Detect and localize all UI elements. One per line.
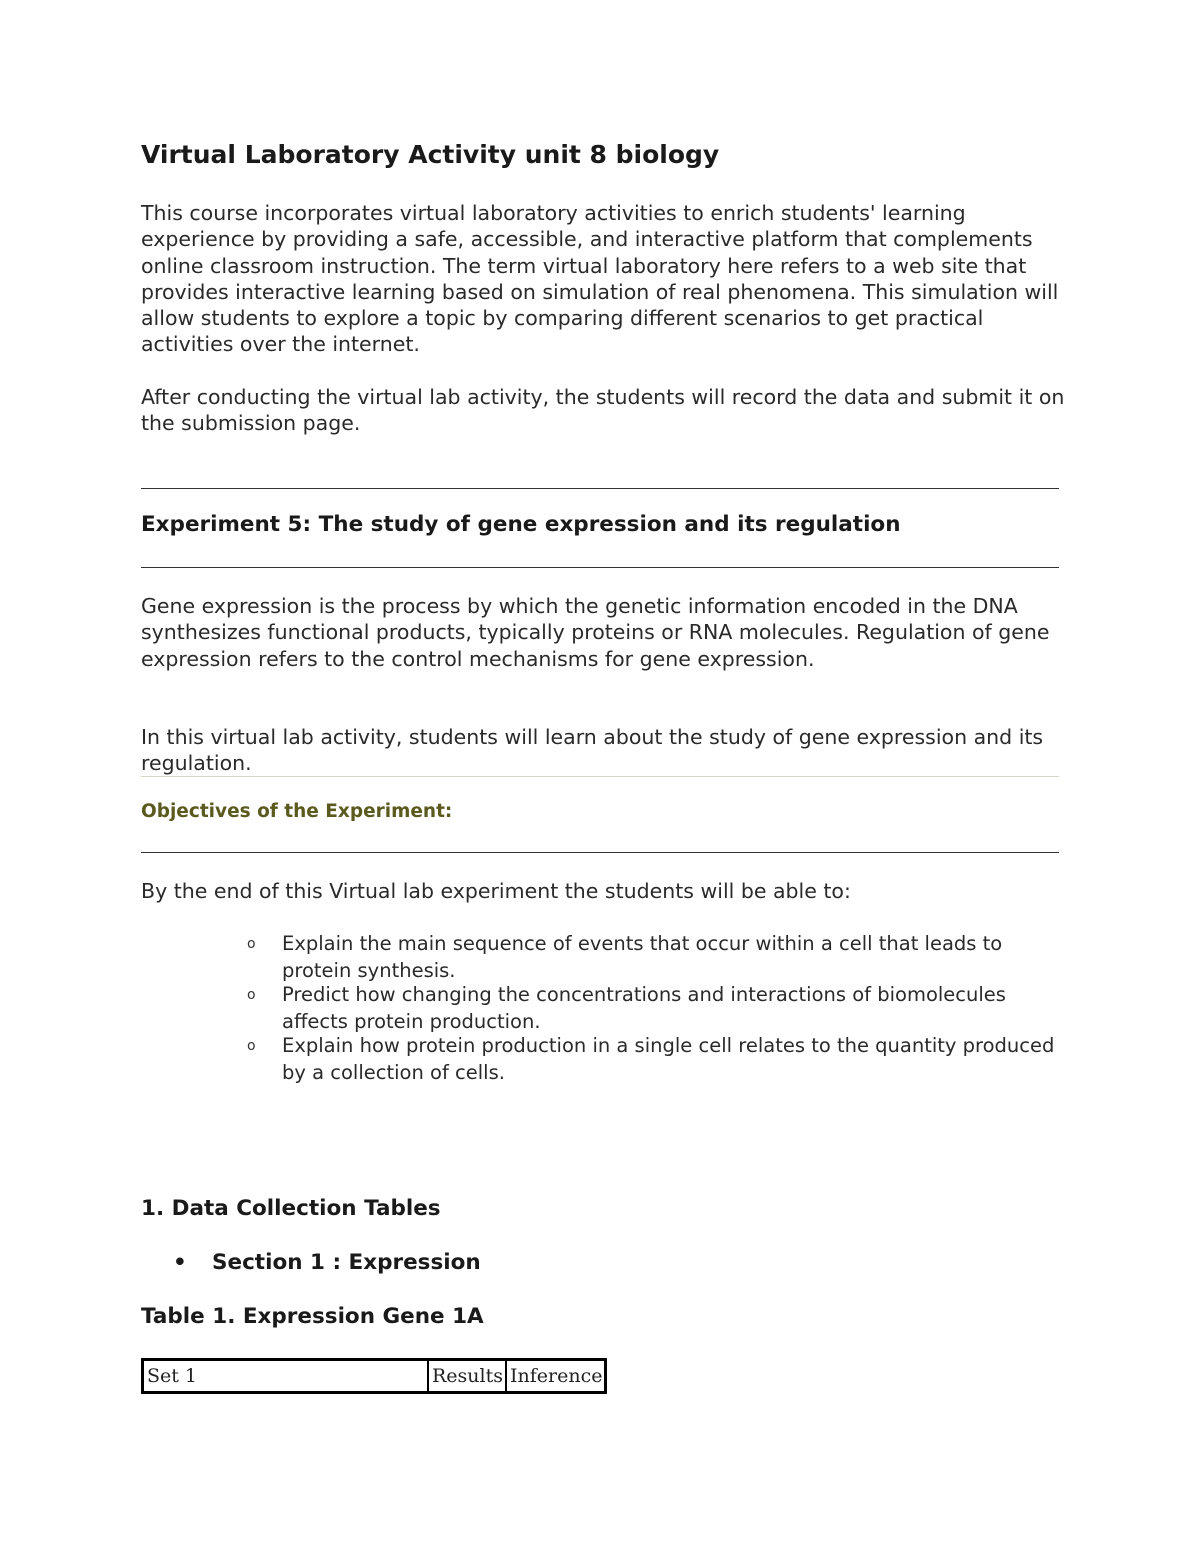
experiment-paragraph-1: Gene expression is the process by which the genetic information encoded in the DNA synthesizes functional products, typically proteins or RNA molecules. Regulation of gene expression refers to the control mechanisms for gene expression. bbox=[141, 594, 1050, 671]
table-header-row bbox=[143, 1360, 606, 1393]
objective-text: Predict how changing the concentrations and interactions of biomolecules affects protein production. bbox=[282, 983, 1006, 1033]
experiment-heading: Experiment 5: The study of gene expression and its regulation bbox=[141, 512, 901, 537]
table-caption: Table 1. Expression Gene 1A bbox=[141, 1304, 484, 1329]
divider-objectives bbox=[141, 852, 1059, 853]
objective-text: Explain how protein production in a single cell relates to the quantity produced by a collection of cells. bbox=[282, 1034, 1055, 1084]
circle-bullet-icon: o bbox=[247, 987, 256, 1003]
bullet-icon: • bbox=[173, 1250, 187, 1275]
divider-top bbox=[141, 488, 1059, 489]
divider-below-heading bbox=[141, 567, 1059, 568]
circle-bullet-icon: o bbox=[247, 936, 256, 952]
objective-text: Explain the main sequence of events that occur within a cell that leads to protein synthesis. bbox=[282, 932, 1003, 982]
divider-light bbox=[141, 776, 1059, 777]
objectives-intro: By the end of this Virtual lab experiment the students will be able to: bbox=[141, 879, 851, 903]
data-table bbox=[141, 1358, 607, 1394]
table-header-cell: Results bbox=[428, 1360, 506, 1393]
circle-bullet-icon: o bbox=[247, 1038, 256, 1054]
document-title: Virtual Laboratory Activity unit 8 biology bbox=[141, 140, 720, 169]
table-header-cell: Inference bbox=[506, 1360, 606, 1393]
experiment-paragraph-2: In this virtual lab activity, students will learn about the study of gene expression and its regulation. bbox=[141, 725, 1044, 776]
objectives-heading: Objectives of the Experiment: bbox=[141, 801, 453, 822]
section-label: Section 1 : Expression bbox=[212, 1250, 481, 1275]
table-header-cell: Set 1 bbox=[143, 1360, 429, 1393]
intro-paragraph-2: After conducting the virtual lab activity, the students will record the data and submit it on the submission page. bbox=[141, 385, 1065, 436]
data-collection-heading: 1. Data Collection Tables bbox=[141, 1196, 441, 1221]
intro-paragraph-1: This course incorporates virtual laboratory activities to enrich students' learning experience by providing a safe, accessible, and interactive platform that complements online classroom instruction. The term virtual laboratory here refers to a web site that provides interactive learning based on simulation of real phenomena. This simulation will allow students to explore a topic by comparing different scenarios to get practical activities over the internet. bbox=[141, 201, 1059, 357]
